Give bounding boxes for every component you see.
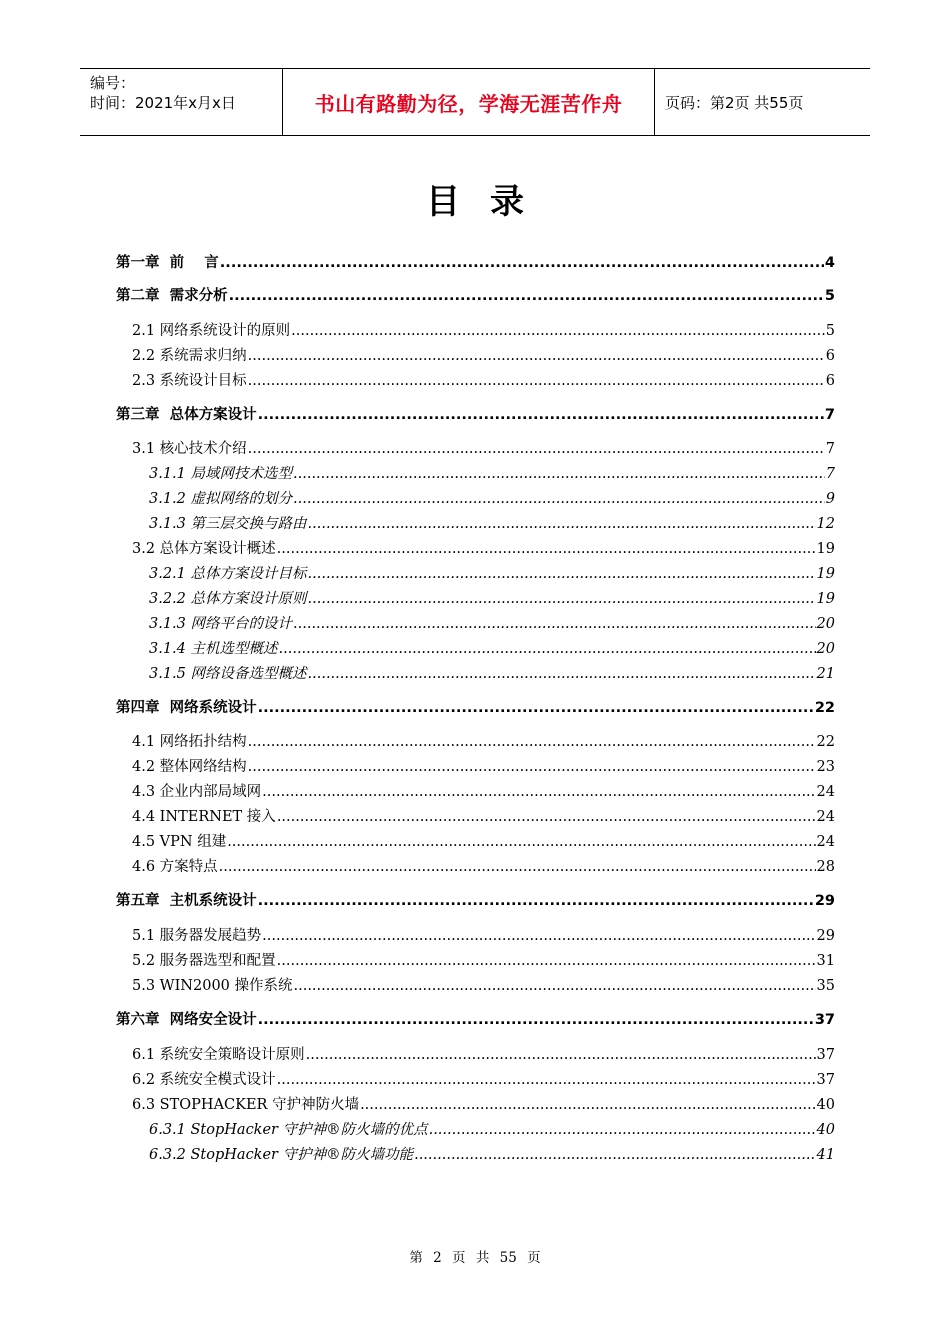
toc-section-entry[interactable] [132,806,835,828]
toc-leader-dots [220,252,824,274]
toc-leader-dots [248,756,816,778]
toc-section-entry[interactable] [132,438,835,460]
toc-entry-page: 22 [814,700,835,716]
toc-section-entry[interactable] [132,345,835,367]
toc-subsection-entry[interactable] [149,563,835,585]
toc-subsection-entry[interactable] [149,663,835,685]
toc-leader-dots [219,856,816,878]
toc-section-entry[interactable] [132,950,835,972]
toc-chapter-entry[interactable] [116,285,835,307]
toc-entry-page: 4 [824,255,835,271]
toc-entry-label: 第五章 主机系统设计 [116,893,257,909]
toc-entry-page: 7 [825,466,835,482]
toc-section-entry[interactable] [132,831,835,853]
toc-entry-label: 4.2 整体网络结构 [132,759,247,775]
toc-section-entry[interactable] [132,320,835,342]
toc-subsection-entry[interactable] [149,638,835,660]
toc-subsection-entry[interactable] [149,1144,835,1166]
toc-chapter-entry[interactable] [116,697,835,719]
toc-entry-label: 4.1 网络拓扑结构 [132,734,247,750]
toc-entry-label: 第六章 网络安全设计 [116,1012,257,1028]
toc-entry-page: 6 [825,348,835,364]
toc-subsection-entry[interactable] [149,463,835,485]
toc-section-entry[interactable] [132,1044,835,1066]
toc-section-entry[interactable] [132,370,835,392]
toc-chapter-entry[interactable] [116,404,835,426]
toc-entry-page: 20 [816,616,835,632]
toc-section-entry[interactable] [132,925,835,947]
toc-entry-label: 第四章 网络系统设计 [116,700,257,716]
toc-entry-page: 21 [816,666,835,682]
toc-entry-label: 第二章 需求分析 [116,288,228,304]
toc-entry-label: 4.3 企业内部局域网 [132,784,262,800]
toc-leader-dots [248,370,825,392]
toc-entry-label: 3.1.5 网络设备选型概述 [149,666,307,682]
toc-title: 目录 [426,182,554,222]
toc-entry-page: 35 [816,978,835,994]
toc-entry-page: 24 [816,809,835,825]
page-header [80,68,870,136]
toc-section-entry[interactable] [132,975,835,997]
toc-leader-dots [227,831,815,853]
toc-entry-page: 5 [825,323,835,339]
toc-entry-page: 19 [816,541,835,557]
toc-entry-page: 19 [816,591,835,607]
toc-entry-label: 6.3.2 StopHacker 守护神®防火墙功能 [149,1147,414,1163]
toc-entry-label: 4.6 方案特点 [132,859,218,875]
toc-leader-dots [291,320,825,342]
toc-leader-dots [429,1119,816,1141]
toc-leader-dots [306,1044,816,1066]
toc-leader-dots [277,538,816,560]
toc-entry-label: 5.3 WIN2000 操作系统 [132,978,293,994]
page-footer: 第 2 页 共 55 页 [409,1250,541,1266]
toc-entry-page: 28 [816,859,835,875]
toc-entry-label: 6.3.1 StopHacker 守护神®防火墙的优点 [149,1122,428,1138]
toc-section-entry[interactable] [132,1094,835,1116]
toc-entry-page: 41 [816,1147,835,1163]
toc-leader-dots [308,513,816,535]
toc-leader-dots [293,613,816,635]
doc-time-label: 时间：2021年x月x日 [90,94,236,112]
toc-entry-label: 3.2.2 总体方案设计原则 [149,591,307,607]
toc-entry-page: 23 [816,759,835,775]
toc-leader-dots [258,697,814,719]
toc-entry-label: 6.3 STOPHACKER 守护神防火墙 [132,1097,360,1113]
toc-entry-page: 31 [816,953,835,969]
toc-leader-dots [262,781,815,803]
toc-subsection-entry[interactable] [149,488,835,510]
toc-entry-label: 6.1 系统安全策略设计原则 [132,1047,305,1063]
toc-entry-page: 37 [816,1047,835,1063]
toc-subsection-entry[interactable] [149,613,835,635]
toc-entry-label: 3.1.2 虚拟网络的划分 [149,491,293,507]
toc-leader-dots [277,950,816,972]
toc-leader-dots [279,638,816,660]
toc-entry-page: 29 [816,928,835,944]
toc-section-entry[interactable] [132,781,835,803]
toc-entry-label: 3.2.1 总体方案设计目标 [149,566,307,582]
toc-entry-label: 2.1 网络系统设计的原则 [132,323,291,339]
toc-leader-dots [308,588,816,610]
toc-entry-page: 19 [816,566,835,582]
toc-leader-dots [248,345,825,367]
toc-entry-page: 9 [825,491,835,507]
toc-section-entry[interactable] [132,731,835,753]
toc-entry-page: 5 [824,288,835,304]
toc-entry-label: 3.1.4 主机选型概述 [149,641,278,657]
toc-entry-page: 37 [814,1012,835,1028]
toc-leader-dots [308,663,816,685]
toc-leader-dots [258,404,824,426]
toc-subsection-entry[interactable] [149,513,835,535]
toc-chapter-entry[interactable] [116,252,835,274]
toc-chapter-entry[interactable] [116,1009,835,1031]
toc-entry-page: 24 [816,834,835,850]
toc-subsection-entry[interactable] [149,588,835,610]
toc-section-entry[interactable] [132,538,835,560]
toc-leader-dots [293,463,825,485]
toc-leader-dots [229,285,824,307]
toc-entry-page: 29 [814,893,835,909]
toc-leader-dots [258,1009,814,1031]
toc-entry-label: 3.1.1 局域网技术选型 [149,466,293,482]
toc-entry-page: 6 [825,373,835,389]
toc-entry-label: 3.1.3 网络平台的设计 [149,616,293,632]
header-motto-cell [282,69,655,135]
toc-entry-page: 22 [816,734,835,750]
toc-section-entry[interactable] [132,856,835,878]
doc-number-label: 编号： [90,74,136,92]
toc-leader-dots [308,563,816,585]
toc-entry-label: 3.1.3 第三层交换与路由 [149,516,307,532]
toc-entry-label: 3.1 核心技术介绍 [132,441,247,457]
toc-entry-label: 3.2 总体方案设计概述 [132,541,276,557]
toc-entry-label: 第三章 总体方案设计 [116,407,257,423]
toc-entry-label: 6.2 系统安全模式设计 [132,1072,276,1088]
toc-entry-label: 2.2 系统需求归纳 [132,348,247,364]
toc-entry-page: 7 [825,441,835,457]
toc-entry-label: 2.3 系统设计目标 [132,373,247,389]
toc-entry-page: 12 [816,516,835,532]
header-meta [80,69,282,135]
toc-leader-dots [277,1069,816,1091]
toc-section-entry[interactable] [132,1069,835,1091]
toc-leader-dots [360,1094,815,1116]
toc-entry-label: 第一章 前 言 [116,255,219,271]
toc-leader-dots [258,890,814,912]
header-motto: 书山有路勤为径，学海无涯苦作舟 [314,91,623,116]
toc-entry-page: 7 [824,407,835,423]
toc-leader-dots [277,806,816,828]
header-page-info: 页码：第2页 共55页 [665,93,804,112]
toc-entry-page: 40 [816,1097,835,1113]
toc-entry-page: 37 [816,1072,835,1088]
toc-subsection-entry[interactable] [149,1119,835,1141]
toc-leader-dots [248,731,816,753]
toc-leader-dots [262,925,815,947]
toc-entry-label: 4.5 VPN 组建 [132,834,227,850]
toc-leader-dots [293,488,825,510]
toc-leader-dots [248,438,825,460]
toc-entry-label: 5.2 服务器选型和配置 [132,953,276,969]
toc-leader-dots [294,975,816,997]
toc-leader-dots [414,1144,815,1166]
toc-entry-page: 20 [816,641,835,657]
toc-entry-label: 4.4 INTERNET 接入 [132,809,276,825]
toc-section-entry[interactable] [132,756,835,778]
toc-entry-page: 40 [816,1122,835,1138]
toc-entry-page: 24 [816,784,835,800]
toc-chapter-entry[interactable] [116,890,835,912]
toc-entry-label: 5.1 服务器发展趋势 [132,928,262,944]
